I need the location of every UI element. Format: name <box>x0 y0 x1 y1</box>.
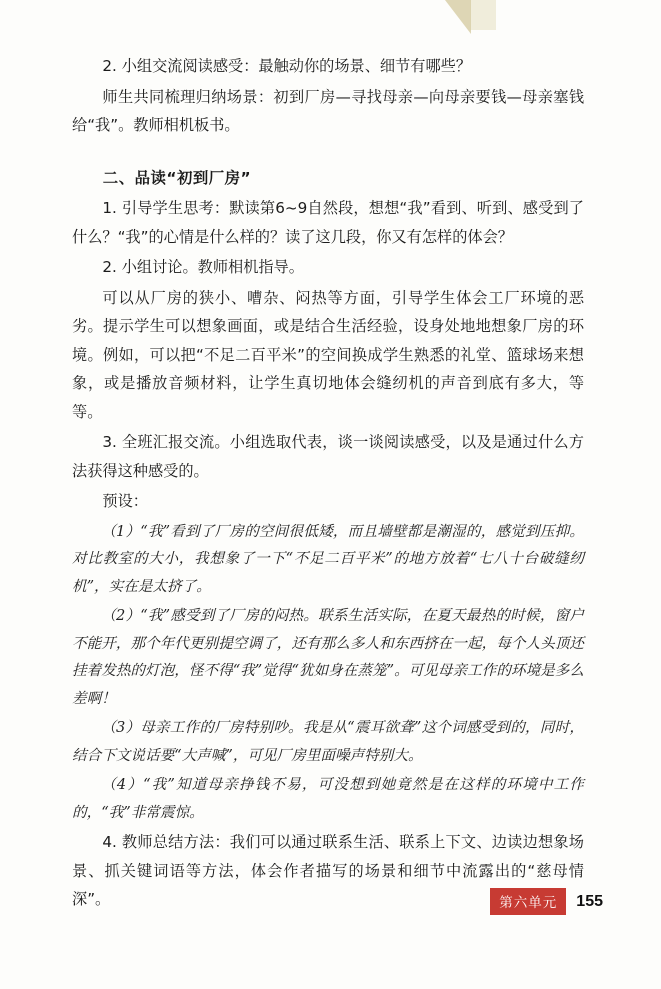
unit-label: 第六单元 <box>490 888 566 915</box>
expected-answer: （4）“我”知道母亲挣钱不易，可没想到她竟然是在这样的环境中工作的，“我”非常震惊。 <box>72 776 584 821</box>
paragraph: 4. 教师总结方法：我们可以通过联系生活、联系上下文、边读边想象场景、抓关键词语等方法，体会作者描写的场景和细节中流露出的“慈母情深”。 <box>72 833 584 908</box>
expected-answer: （2）“我”感受到了厂房的闷热。联系生活实际，在夏天最热的时候，窗户不能开，那个年代更别提空调了，还有那么多人和东西挤在一起，每个人头顶还挂着发热的灯泡，怪不得“我”觉得“犹如身在蒸笼”。可见母亲工作的环境是多么差啊！ <box>72 607 584 707</box>
paragraph: 2. 小组交流阅读感受：最触动你的场景、细节有哪些？ <box>102 57 472 75</box>
paragraph: 师生共同梳理归纳场景：初到厂房—寻找母亲—向母亲要钱—母亲塞钱给“我”。教师相机板书。 <box>72 87 584 134</box>
paragraph: 2. 小组讨论。教师相机指导。 <box>102 258 304 276</box>
paragraph: 可以从厂房的狭小、嘈杂、闷热等方面，引导学生体会工厂环境的恶劣。提示学生可以想象画面，或是结合生活经验，设身处地地想象厂房的环境。例如，可以把“不足二百平米”的空间换成学生熟悉的礼堂、篮球场来想象，或是播放音频材料，让学生真切地体会缝纫机的声音到底有多大，等等。 <box>72 288 584 421</box>
page-number: 155 <box>576 892 603 910</box>
expected-answer: （3）母亲工作的厂房特别吵。我是从“震耳欲聋”这个词感受到的，同时，结合下文说话要“大声喊”，可见厂房里面噪声特别大。 <box>72 719 584 764</box>
page-footer <box>490 888 603 915</box>
expected-answer: （1）“我”看到了厂房的空间很低矮，而且墙壁都是潮湿的，感觉到压抑。对比教室的大小，我想象了一下“不足二百平米”的地方放着“七八十台破缝纫机”，实在是太挤了。 <box>72 522 584 595</box>
section-heading: 二、品读“初到厂房” <box>102 168 252 187</box>
paragraph: 预设： <box>102 492 148 510</box>
page-content <box>72 52 584 916</box>
paragraph: 1. 引导学生思考：默读第6~9自然段，想想“我”看到、听到、感受到了什么？“我”的心情是什么样的？读了这几段，你又有怎样的体会？ <box>72 199 584 246</box>
spacer <box>72 142 584 164</box>
page-corner-fold-icon <box>445 0 471 34</box>
paragraph: 3. 全班汇报交流。小组选取代表，谈一谈阅读感受，以及是通过什么方法获得这种感受的。 <box>72 433 584 480</box>
page-corner-shadow <box>470 0 496 30</box>
